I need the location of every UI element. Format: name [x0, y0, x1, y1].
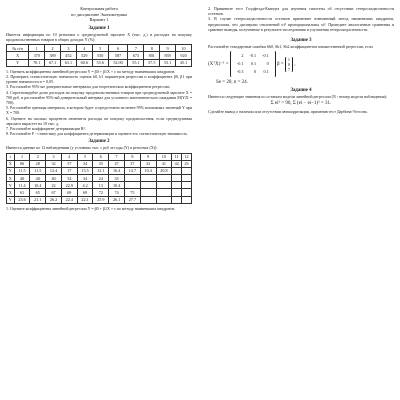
- vector-cell: 1: [287, 56, 290, 62]
- task1-point: 5. Рассчитайте границы интервала, в котором будет сосредоточено не менее 95% возможных значений Y при X = 700.: [6, 105, 192, 116]
- table1-cell: 370: [29, 52, 45, 59]
- doc-header-title: Контрольная работа: [80, 6, 118, 11]
- table2-cell: 61: [14, 189, 30, 196]
- task3-title: Задание 3: [290, 38, 312, 44]
- table2-cell: 4: [61, 153, 77, 160]
- table2-cell: 11.4: [14, 182, 30, 189]
- table2-cell: [156, 189, 172, 196]
- task1-point: 8. Рассчитайте F - статистику для коэффициента детерминации и оцените его статистическую значимость.: [6, 131, 188, 137]
- table2-cell: [124, 182, 140, 189]
- table1-cell: 9: [160, 45, 176, 52]
- table2-cell: 69: [77, 189, 93, 196]
- table2-cell: [124, 175, 140, 182]
- table2-cell: 17: [61, 167, 77, 174]
- task2-data-table: [6, 153, 192, 204]
- table2-cell: 47: [109, 160, 125, 167]
- task1-point: 6. Оцените на сколько процентов изменится расходы на покупку продовольствия, если среднедушевая зарплата вырастет на 10 тыс. д.: [6, 115, 192, 126]
- table2-cell: 28: [30, 160, 46, 167]
- table1-cell: 839: [160, 52, 176, 59]
- table2-cell: [182, 182, 192, 189]
- table2-row: [7, 189, 192, 196]
- table1-cell: 60.6: [76, 59, 92, 66]
- doc-header-variant: Вариант 1: [89, 17, 109, 23]
- table2-cell: 74: [109, 189, 125, 196]
- left-column: [0, 0, 196, 400]
- table1-cell: 673: [128, 52, 144, 59]
- matrix-cell: 0.1: [250, 61, 257, 67]
- table2-cell: 12: [182, 153, 192, 160]
- table2-cell: 4.2: [77, 182, 93, 189]
- table1-cell: 2: [45, 45, 61, 52]
- matrix-cell: -0.1: [249, 53, 257, 59]
- table2-cell: 22.9: [61, 182, 77, 189]
- table1-cell: 920: [176, 52, 192, 59]
- matrix-cell: -0.3: [236, 69, 244, 75]
- right-column: [204, 0, 400, 400]
- table2-cell: 32: [46, 160, 62, 167]
- table1-cell: 5: [92, 45, 108, 52]
- table2-cell: 22.1: [77, 196, 93, 203]
- table2-cell: 42: [172, 160, 182, 167]
- table2-cell: 16.4: [109, 167, 125, 174]
- task4-formula: Σ ei² = 90, Σ (ei − ei−1)² = 31.: [270, 101, 332, 107]
- matrix-cell: -0.1: [236, 61, 244, 67]
- inverse-matrix: [230, 51, 276, 77]
- task1-intro: Имеется информация по 10 регионам о среднедушевой зарплате X (тыс. д.) и расходах на покупку продовольственных товаров в общих доходах Y (%):: [6, 31, 192, 42]
- task1-point: 2. Проверить статистическую значимость оценок b0, b1 параметров регрессии и коэффициента β0, β1 при уровне значимости α = 0,05.: [6, 73, 192, 85]
- matrix-lhs: (XᵀX)⁻¹ =: [208, 62, 229, 68]
- matrix-cell: 0: [254, 69, 257, 75]
- table2-cell: Y: [7, 167, 15, 174]
- table1-cell: 52.00: [108, 59, 128, 66]
- table2-cell: 34: [77, 175, 93, 182]
- table1-cell: 7: [128, 45, 144, 52]
- table2-row: [7, 153, 192, 160]
- vector-cell: 7: [287, 66, 290, 72]
- table2-row: [7, 167, 192, 174]
- table2-cell: [172, 196, 182, 203]
- table1-cell: 587: [108, 52, 128, 59]
- task1-data-table: [6, 44, 192, 67]
- table1-cell: 8: [144, 45, 160, 52]
- table1-cell: 452: [61, 52, 77, 59]
- table1-cell: 6: [108, 45, 128, 52]
- vector-rhs: ,: [294, 62, 296, 68]
- task1-point: 3. Рассчитайте 95%-ые доверительные интервалы для теоретических коэффициентов регрессии.: [6, 84, 171, 90]
- table2-row: [7, 175, 192, 182]
- table2-cell: Y: [7, 196, 15, 203]
- table2-cell: 23.6: [14, 196, 30, 203]
- table2-cell: 11: [172, 153, 182, 160]
- task2-point-1: 1. Оцените коэффициенты линейной регрессии Y = β0 + β1X + ε по методу наименьших квадратов.: [6, 205, 176, 211]
- table1-row: [7, 52, 192, 59]
- table2-cell: [182, 167, 192, 174]
- task1-points: [6, 69, 192, 137]
- matrix-row: [235, 61, 271, 67]
- table1-cell: 55.6: [92, 59, 108, 66]
- table2-cell: 10: [156, 153, 172, 160]
- table2-cell: 40: [30, 175, 46, 182]
- table2-cell: i: [7, 153, 15, 160]
- table2-cell: 69: [61, 189, 77, 196]
- task2-point-2: 2. Примените тест Голдфелда-Квандта для изучения гипотезы об отсутствии гетероскедастичности остатков.: [208, 6, 394, 17]
- table1-cell: 53.1: [160, 59, 176, 66]
- table2-cell: 10.4: [109, 182, 125, 189]
- matrix-row: [235, 53, 271, 59]
- table1-cell: 550: [92, 52, 108, 59]
- table2-cell: 67: [46, 189, 62, 196]
- table2-cell: 37: [124, 160, 140, 167]
- matrix-cell: -0.1: [262, 53, 269, 59]
- table2-cell: 9: [140, 153, 156, 160]
- table1-cell: 529: [76, 52, 92, 59]
- table1-cell: 801: [144, 52, 160, 59]
- table2-cell: 24: [93, 175, 109, 182]
- task2-intro: Имеются данные по 12 наблюдениям (y условных тыс. с руб за годы (Y) в регионах (X)):: [6, 145, 158, 151]
- table1-cell: 67.1: [45, 59, 61, 66]
- table2-cell: 8: [124, 153, 140, 160]
- doc-header-subject: по дисциплине Эконометрика: [71, 11, 127, 17]
- table2-cell: X: [7, 189, 15, 196]
- table1-cell: 4: [76, 45, 92, 52]
- table2-cell: 72: [93, 189, 109, 196]
- table1-cell: 1: [29, 45, 45, 52]
- table2-cell: 13: [93, 182, 109, 189]
- task1-point: 7. Рассчитайте коэффициент детерминации R².: [6, 125, 86, 131]
- table2-cell: [172, 175, 182, 182]
- table2-cell: 10.4: [140, 167, 156, 174]
- table1-cell: 70.1: [29, 59, 45, 66]
- table2-cell: 2: [30, 153, 46, 160]
- table2-cell: [182, 189, 192, 196]
- task3-intro: Рассчитайте стандартные ошибки Sb0, Sb1, Sb2 коэффициентов множественной регрессии, если: [208, 44, 373, 50]
- table2-cell: 11.5: [14, 167, 30, 174]
- table1-cell: 55.1: [128, 59, 144, 66]
- task4-point: Сделайте вывод о наличии или отсутствии автокорреляции, применив тест Дарбина-Уотсона.: [208, 109, 368, 115]
- table1-cell: 10: [176, 45, 192, 52]
- table2-cell: [140, 175, 156, 182]
- table2-cell: 65: [30, 189, 46, 196]
- table2-cell: 35: [93, 160, 109, 167]
- matrix-cell: 0.1: [263, 69, 269, 75]
- table1-cell: 57.5: [144, 59, 160, 66]
- table2-cell: 57: [61, 160, 77, 167]
- table2-cell: [172, 167, 182, 174]
- table2-cell: 40: [14, 175, 30, 182]
- sum-line: Se = 20, n = 24.: [216, 80, 248, 86]
- table2-cell: 13.5: [77, 167, 93, 174]
- table1-cell: 389: [45, 52, 61, 59]
- table2-cell: 5: [77, 153, 93, 160]
- table2-row: [7, 182, 192, 189]
- table1-row: [7, 59, 192, 66]
- table1-cell: 3: [61, 45, 77, 52]
- table2-cell: [140, 182, 156, 189]
- table2-cell: 43: [182, 160, 192, 167]
- table2-cell: 27.7: [124, 196, 140, 203]
- table2-cell: 52: [61, 175, 77, 182]
- coef-vector: [285, 56, 296, 72]
- task1-title: Задание 1: [88, 25, 110, 31]
- table2-cell: [172, 189, 182, 196]
- task4-intro: Имеются следующие значения по остаткам модели линейной регрессии (N - номер модели наблюдения):: [208, 94, 387, 100]
- matrix-row: [235, 69, 271, 75]
- table2-cell: 10.4: [30, 182, 46, 189]
- table2-cell: 34: [77, 160, 93, 167]
- vector-lhs: β =: [277, 62, 284, 68]
- table2-cell: 22: [46, 182, 62, 189]
- table1-cell: Y: [7, 59, 29, 66]
- table2-cell: 12.1: [93, 167, 109, 174]
- table2-cell: 12.4: [46, 167, 62, 174]
- table2-cell: 41: [156, 160, 172, 167]
- table2-cell: [156, 182, 172, 189]
- table2-cell: 06: [14, 160, 30, 167]
- table2-cell: [156, 196, 172, 203]
- table2-cell: 1: [14, 153, 30, 160]
- table2-cell: X: [7, 175, 15, 182]
- task2-point-3: 3. В случае гетероскедастичности остатков примените взвешенный метод наименьших квадратов, предполагая, что дисперсии отклонений σi² пропорциональны xi². Проведите аналогичные сравнения и сравните выводы, полученные в результате исследования и улучшения гетероскедастичности.: [208, 16, 394, 32]
- table2-cell: [156, 175, 172, 182]
- table2-cell: 11.5: [30, 167, 46, 174]
- table2-cell: 26.1: [109, 196, 125, 203]
- table2-row: [7, 196, 192, 203]
- task1-point: 4. Спрогнозируйте долю расходов на покупку продовольственных товаров при среднедушевой зарплате X = 700 руб. и рассчитайте 95%-ый доверительный интервал для условного математического ожидания M(Y|X = 700).: [6, 89, 192, 105]
- table2-cell: 35: [109, 175, 125, 182]
- table2-cell: 6: [93, 153, 109, 160]
- matrix-cell: 2: [241, 53, 244, 59]
- table2-cell: 21.1: [30, 196, 46, 203]
- table2-cell: Y: [7, 182, 15, 189]
- table1-cell: 63.1: [61, 59, 77, 66]
- task1-point: 1. Оценить коэффициенты линейной регрессии Y = β0 + β1X + ε по методу наименьших квадратов.: [6, 68, 176, 74]
- table2-cell: 7: [109, 153, 125, 160]
- table2-cell: 14.7: [124, 167, 140, 174]
- table2-cell: 26.2: [46, 196, 62, 203]
- table2-cell: 25.9: [93, 196, 109, 203]
- table2-row: [7, 160, 192, 167]
- table2-cell: 75: [124, 189, 140, 196]
- table2-cell: 40: [46, 175, 62, 182]
- table2-cell: 32: [140, 160, 156, 167]
- table2-cell: [140, 189, 156, 196]
- matrix-cell: 0: [266, 61, 269, 67]
- table1-row: [7, 45, 192, 52]
- vector-cell: 0: [287, 61, 290, 67]
- table1-cell: X: [7, 52, 29, 59]
- matrix-formula: [208, 51, 394, 77]
- table1-cell: 45.1: [176, 59, 192, 66]
- table2-cell: 20.8: [156, 167, 172, 174]
- table2-cell: [182, 175, 192, 182]
- table2-cell: [182, 196, 192, 203]
- table2-cell: X: [7, 160, 15, 167]
- table2-cell: 3: [46, 153, 62, 160]
- table2-cell: [140, 196, 156, 203]
- task4-title: Задание 4: [290, 88, 312, 94]
- task2-title: Задание 2: [88, 139, 110, 145]
- table2-cell: 22.4: [61, 196, 77, 203]
- table1-cell: № п/п: [7, 45, 29, 52]
- table2-cell: [172, 182, 182, 189]
